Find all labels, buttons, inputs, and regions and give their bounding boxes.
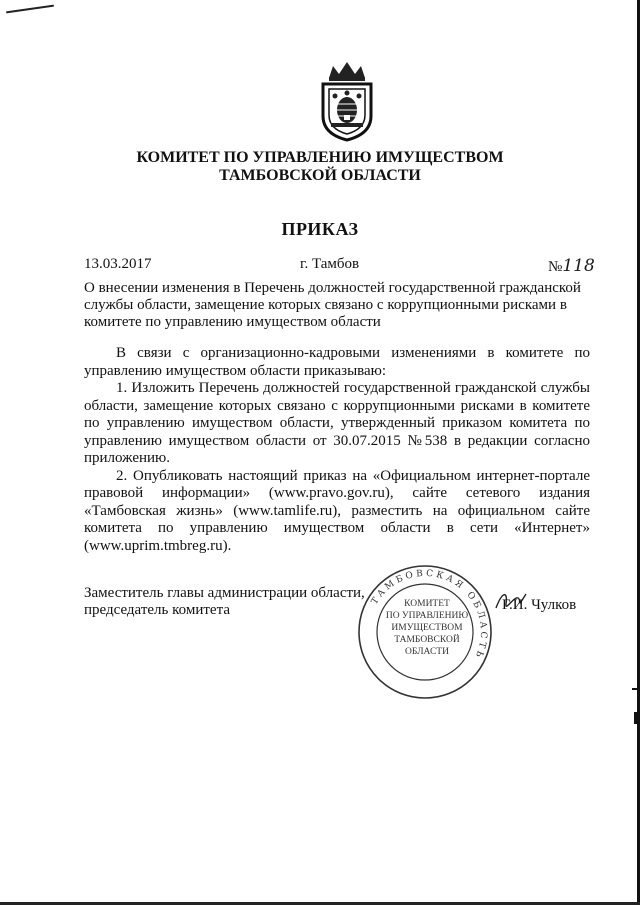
document-subject: О внесении изменения в Перечень должностей государственной гражданской службы области, замещение которых связано с коррупционными рисками в комитете по управлению имуществом области: [84, 280, 581, 330]
scan-artifact-tick: [632, 688, 640, 690]
signatory-name: Г.И. Чулков: [502, 597, 577, 613]
stamp-center-line1: КОМИТЕТ: [404, 599, 450, 609]
stamp-center-line5: ОБЛАСТИ: [405, 647, 449, 657]
body-paragraph-2: 2. Опубликовать настоящий приказ на «Официальном интернет-портале правовой информации» (www.pravo.gov.ru), сайте сетевого издания «Тамбовская жизнь» (www.tamlife.ru), разместить на официальном сайте комитета по управлению имуществом области в сети «Интернет» (www.uprim.tmbreg.ru).: [84, 467, 590, 554]
stamp-center-line2: ПО УПРАВЛЕНИЮ: [385, 611, 469, 621]
organization-name-line2: ТАМБОВСКОЙ ОБЛАСТИ: [219, 167, 421, 184]
stamp-center-line3: ИМУЩЕСТВОМ: [391, 623, 463, 633]
document-body: [84, 345, 590, 555]
official-stamp: [355, 562, 495, 702]
scan-artifact-tick: [634, 712, 640, 724]
coat-of-arms-icon: [315, 58, 379, 142]
document-number: [548, 256, 595, 276]
organization-name-line1: КОМИТЕТ ПО УПРАВЛЕНИЮ ИМУЩЕСТВОМ: [136, 149, 504, 166]
scan-artifact-mark: [6, 5, 54, 14]
signatory-title-line2: председатель комитета: [84, 602, 230, 618]
body-paragraph-1: 1. Изложить Перечень должностей государственной гражданской службы области, замещение которых связано с коррупционными рисками в комитете по управлению имуществом области, утвержденный приказом комитета по управлению имуществом области от 30.07.2015 №538 в редакции согласно приложению.: [84, 380, 590, 466]
body-paragraph-intro: В связи с организационно-кадровыми изменениями в комитете по управлению имуществом области приказываю:: [84, 345, 590, 379]
document-date: 13.03.2017: [84, 256, 152, 272]
number-prefix: №: [548, 259, 563, 275]
stamp-ring-text: ТАМБОВСКАЯ ОБЛАСТЬ: [369, 568, 489, 662]
signatory-title: [84, 585, 374, 619]
document-city: г. Тамбов: [300, 256, 360, 272]
signatory-title-line1: Заместитель главы администрации области,: [84, 585, 365, 601]
document-type-title: ПРИКАЗ: [281, 219, 359, 239]
number-handwritten: 118: [562, 256, 595, 276]
stamp-center-line4: ТАМБОВСКОЙ: [394, 635, 460, 645]
